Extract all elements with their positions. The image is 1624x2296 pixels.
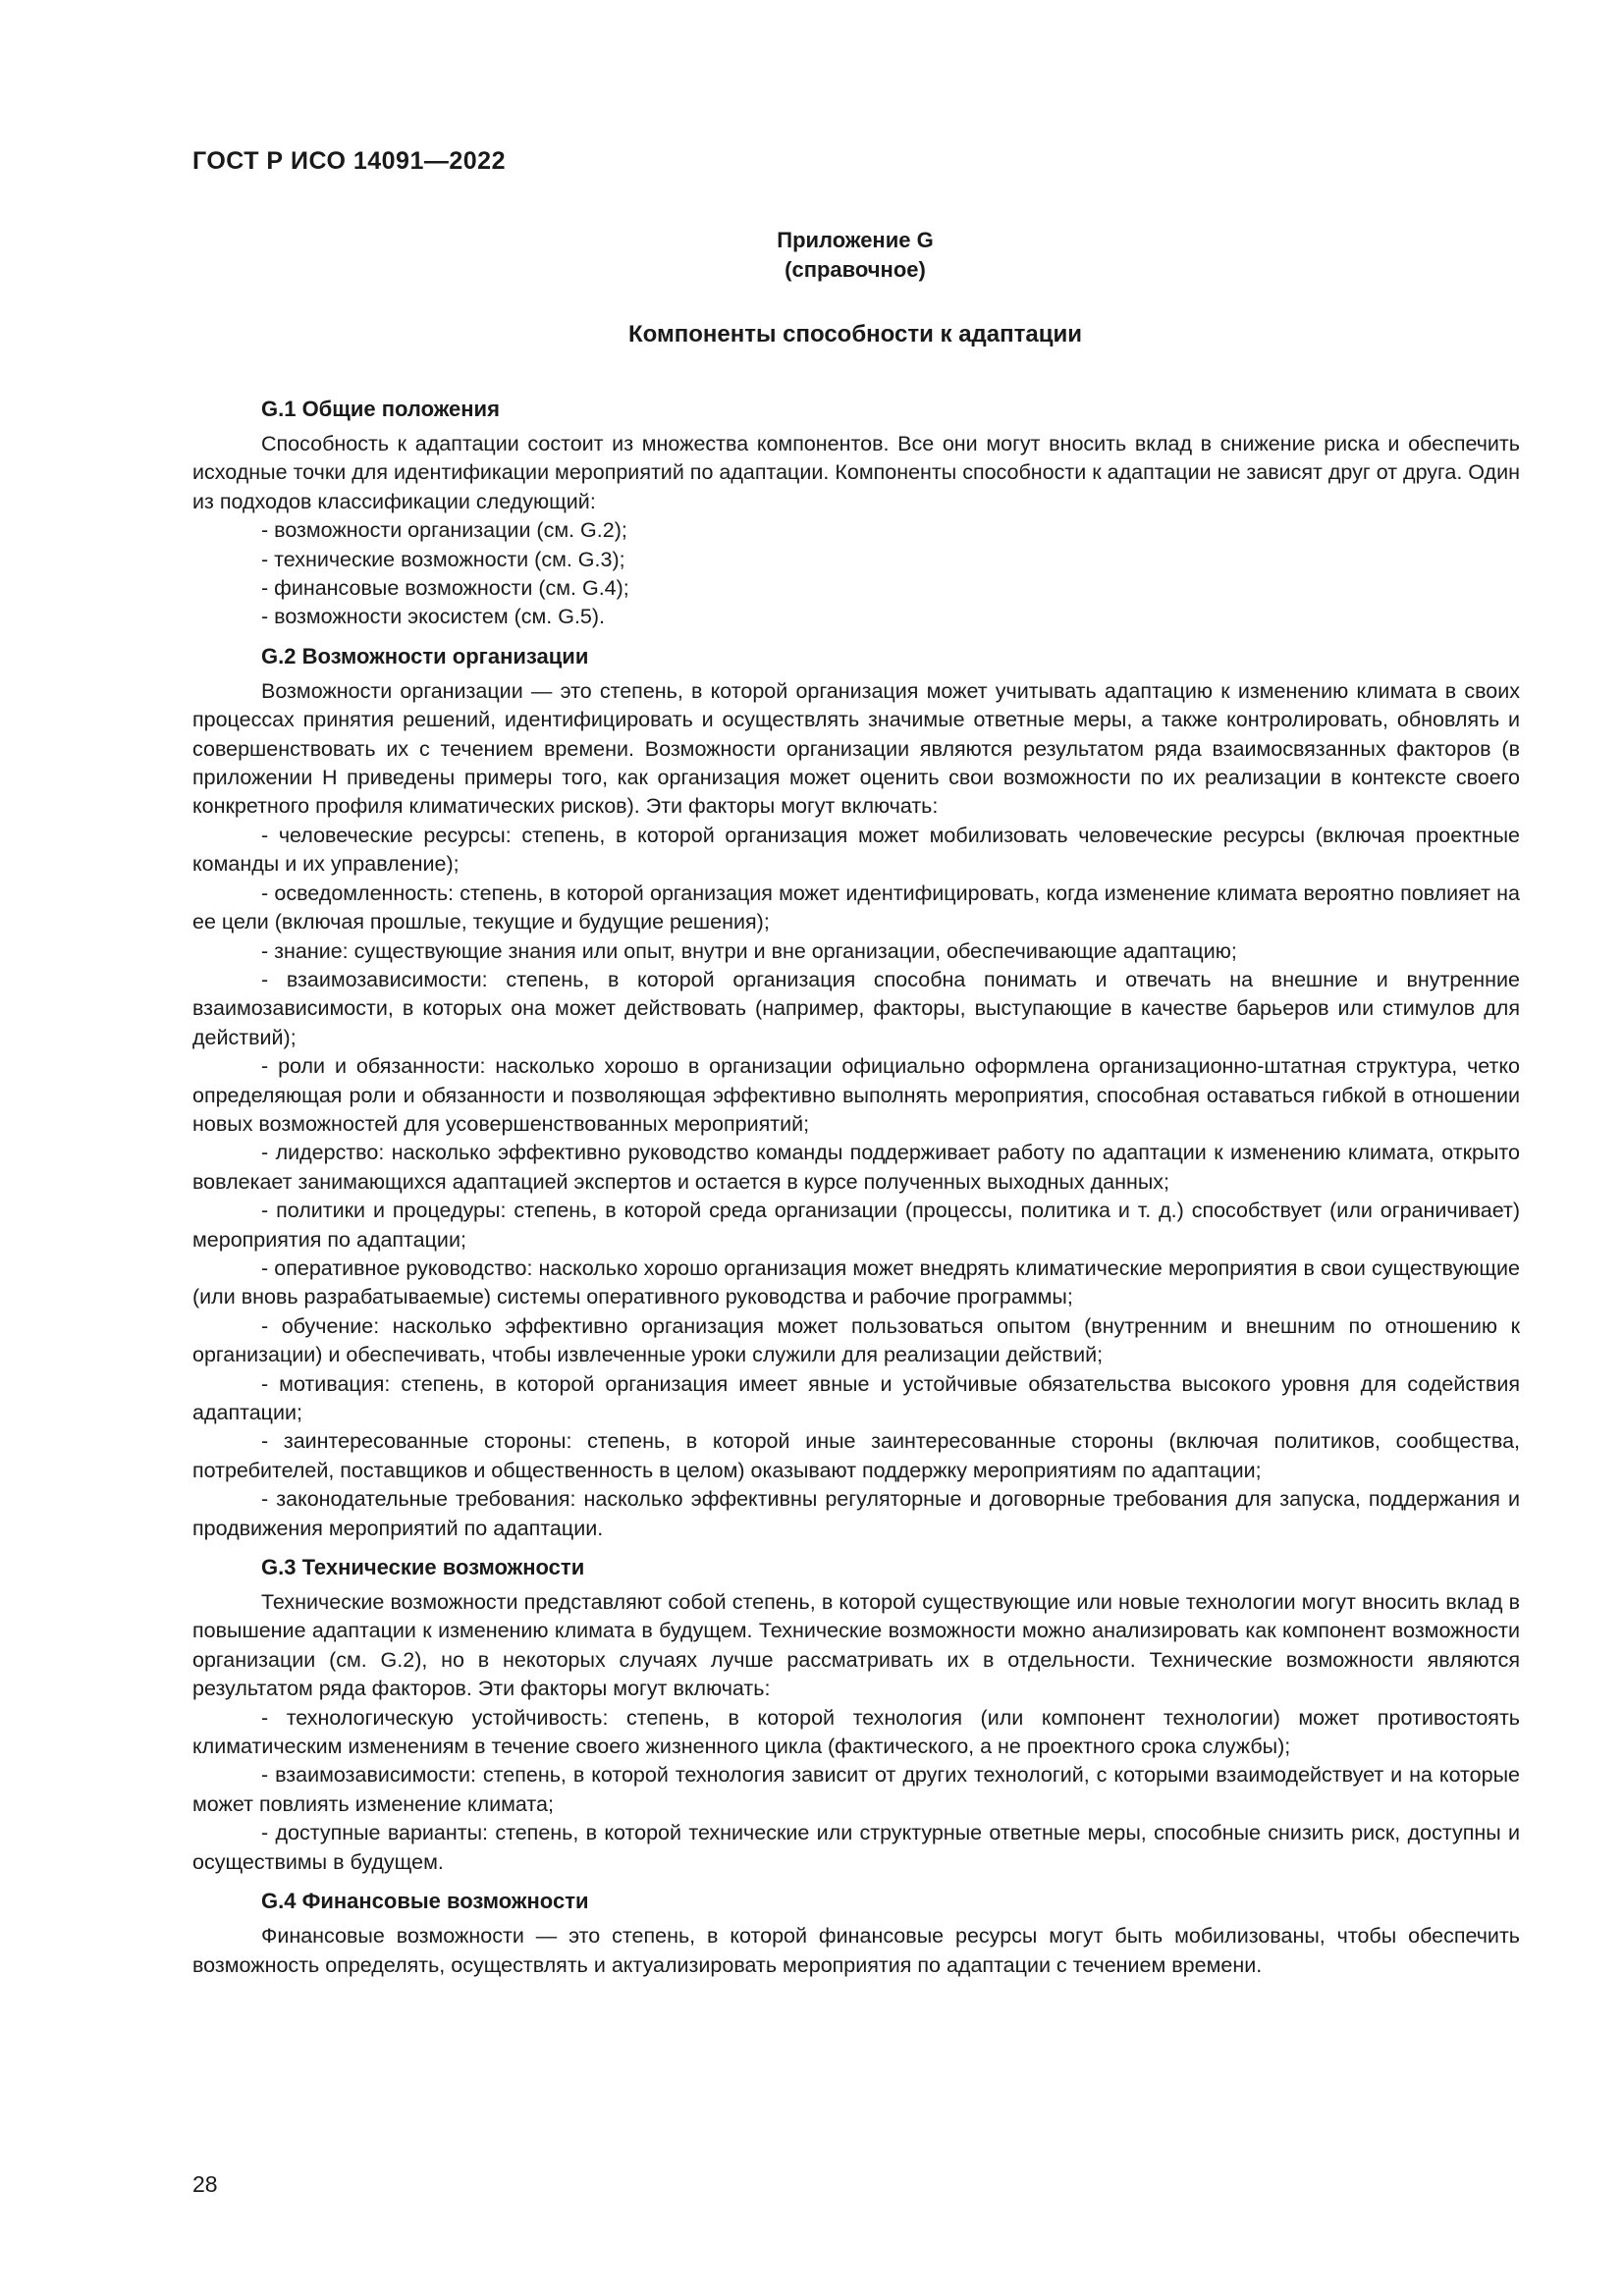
list-item: - человеческие ресурсы: степень, в которой организация может мобилизовать человеческие ресурсы (включая проектные команды и их управление);	[192, 823, 1520, 877]
annex-title: Компоненты способности к адаптации	[627, 321, 1082, 347]
list-item: - взаимозависимости: степень, в которой организация способна понимать и отвечать на внешние и внутренние взаимозависимости, в которых она может действовать (например, факторы, выступающие в качестве барьеров или стимулов для действий);	[192, 967, 1520, 1049]
section-heading: G.3 Технические возможности	[261, 1555, 585, 1580]
list-item: - заинтересованные стороны: степень, в которой иные заинтересованные стороны (включая политиков, сообщества, потребителей, поставщиков и общественность в целом) оказывают поддержку мероприятиям по адаптации;	[192, 1429, 1520, 1482]
annex-label: Приложение G	[777, 228, 934, 252]
section-g3	[192, 1553, 1520, 1877]
list-item: - возможности экосистем (см. G.5).	[261, 605, 606, 629]
list-item: - знание: существующие знания или опыт, внутри и вне организации, обеспечивающие адаптацию;	[261, 938, 1237, 963]
list-item: - финансовые возможности (см. G.4);	[261, 576, 629, 601]
list-item: - технические возможности (см. G.3);	[261, 547, 625, 571]
list-item: - доступные варианты: степень, в которой технические или структурные ответные меры, способные снизить риск, доступны и осуществимы в будущем.	[192, 1821, 1520, 1874]
list-item: - законодательные требования: насколько эффективны регуляторные и договорные требования для запуска, поддержания и продвижения мероприятий по адаптации.	[192, 1487, 1520, 1540]
paragraph: Возможности организации — это степень, в которой организация может учитывать адаптацию к изменению климата в своих процессах принятия решений, идентифицировать и осуществлять значимые ответные меры, а также контролировать, обновлять и совершенствовать их с течением времени. Возможности организации являются результатом ряда взаимосвязанных факторов (в приложении Н приведены примеры того, как организация может оценить свои возможности по их реализации в контексте своего конкретного профиля климатических рисков). Эти факторы могут включать:	[192, 678, 1520, 819]
list-item: - взаимозависимости: степень, в которой технология зависит от других технологий, с которыми взаимодействует и на которые может повлиять изменение климата;	[192, 1763, 1520, 1816]
list-item: - возможности организации (см. G.2);	[261, 518, 627, 543]
section-heading: G.2 Возможности организации	[261, 643, 589, 668]
paragraph: Финансовые возможности — это степень, в которой финансовые ресурсы могут быть мобилизованы, чтобы обеспечить возможность определять, осуществлять и актуализировать мероприятия по адаптации с течением времени.	[192, 1924, 1520, 1977]
list-item: - политики и процедуры: степень, в которой среда организации (процессы, политика и т. д.) способствует (или ограничивает) мероприятия по адаптации;	[192, 1199, 1520, 1252]
list-item: - технологическую устойчивость: степень, в которой технология (или компонент технологии) может противостоять климатическим изменениям в течение своего жизненного цикла (фактического, а не проектного срока службы);	[192, 1705, 1520, 1759]
list-item: - оперативное руководство: насколько хорошо организация может внедрять климатические мероприятия в свои существующие (или вновь разрабатываемые) системы оперативного руководства и рабочие программы;	[192, 1255, 1520, 1309]
page-number: 28	[192, 2171, 218, 2197]
section-g2	[192, 642, 1520, 1543]
section-g4	[192, 1887, 1520, 1980]
list-item: - осведомленность: степень, в которой организация может идентифицировать, когда изменение климата вероятно повлияет на ее цели (включая прошлые, текущие и будущие решения);	[192, 881, 1520, 934]
paragraph: Способность к адаптации состоит из множества компонентов. Все они могут вносить вклад в снижение риска и обеспечить исходные точки для идентификации мероприятий по адаптации. Компоненты способности к адаптации не зависят друг от друга. Один из подходов классификации следующий:	[192, 432, 1520, 513]
list-item: - лидерство: насколько эффективно руководство команды поддерживает работу по адаптации к изменению климата, открыто вовлекает занимающихся адаптацией экспертов и остается в курсе полученных выходных данных;	[192, 1141, 1520, 1194]
list-item: - мотивация: степень, в которой организация имеет явные и устойчивые обязательства высокого уровня для содействия адаптации;	[192, 1371, 1520, 1424]
standard-header: ГОСТ Р ИСО 14091—2022	[192, 147, 506, 175]
section-g1	[192, 395, 1520, 632]
paragraph: Технические возможности представляют собой степень, в которой существующие или новые технологии могут вносить вклад в повышение адаптации к изменению климата в будущем. Технические возможности можно анализировать как компонент возможности организации (см. G.2), но в некоторых случаях лучше рассматривать их в отдельности. Технические возможности являются результатом ряда факторов. Эти факторы могут включать:	[192, 1590, 1520, 1701]
section-heading: G.1 Общие положения	[261, 397, 500, 421]
annex-heading	[192, 226, 1518, 285]
list-item: - обучение: насколько эффективно организация может пользоваться опытом (внутренним и внешним по отношению к организации) и обеспечивать, чтобы извлеченные уроки служили для реализации действий;	[192, 1313, 1520, 1367]
list-item: - роли и обязанности: насколько хорошо в организации официально оформлена организационно-штатная структура, четко определяющая роли и обязанности и позволяющая эффективно выполнять мероприятия, способная оставаться гибкой в отношении новых возможностей для усовершенствованных мероприятий;	[192, 1054, 1520, 1136]
section-heading: G.4 Финансовые возможности	[261, 1889, 589, 1914]
annex-type: (справочное)	[785, 257, 926, 282]
document-body	[192, 395, 1520, 1980]
